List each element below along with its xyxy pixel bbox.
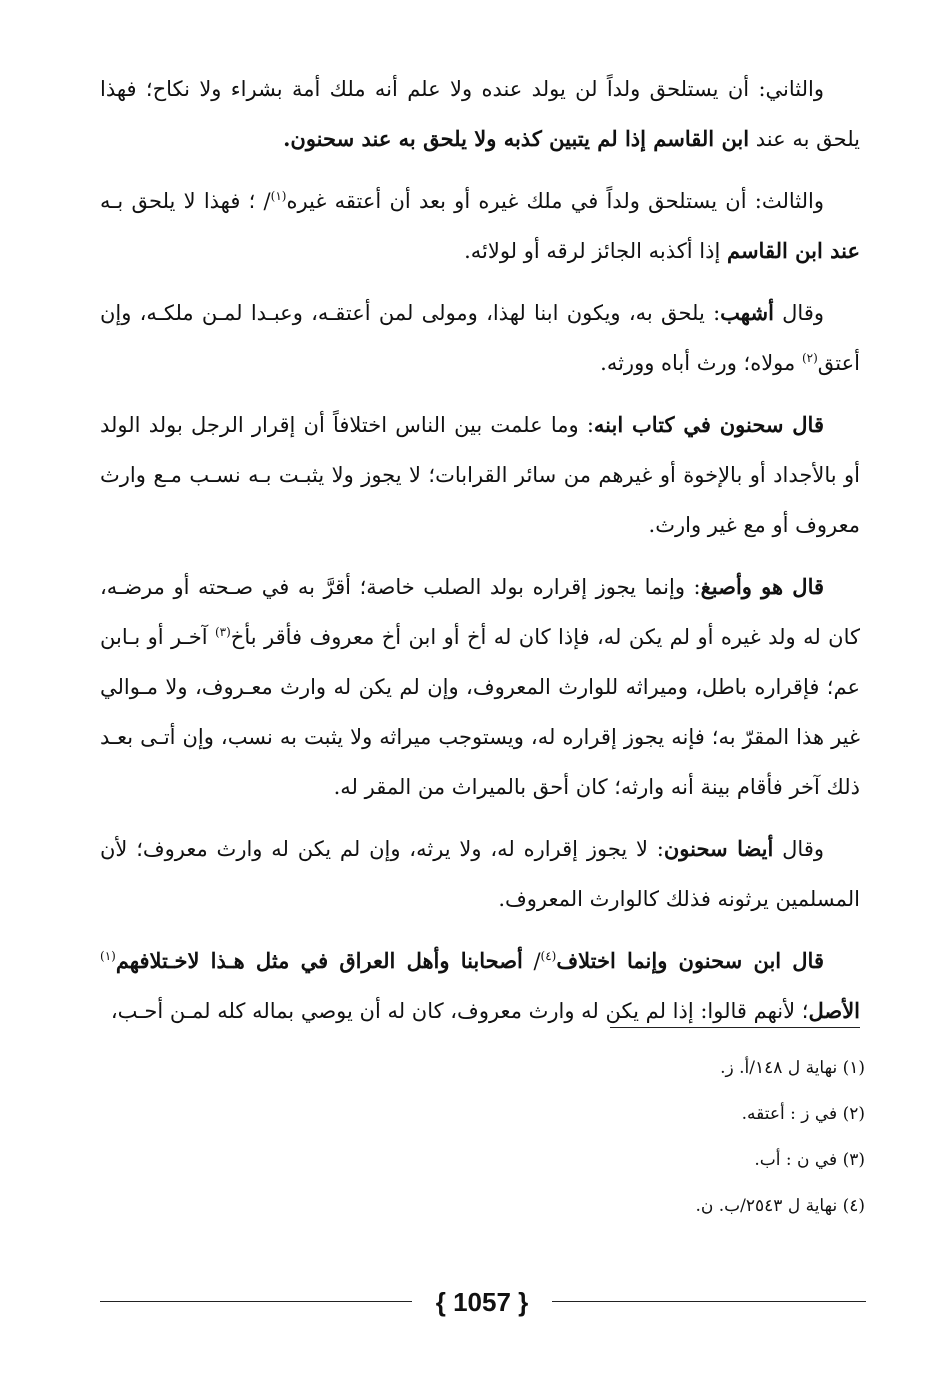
bold-text: ابن القاسم إذا لم يتبين كذبه ولا يلحق به عند سحنون. — [283, 126, 750, 151]
text-run: : وما علمت بين الناس اختلافاً أن إقرار الرجل بولد الولد أو بالأجداد أو بالإخوة أو غيرهم من سائر القرابات؛ لا يجوز ولا يثبـت بـه نسـب مـع وارث معروف أو مع غير وارث. — [100, 413, 860, 537]
text-run: والثالث: أن يستلحق ولداً في ملك غيره أو بعد أن أعتقه غيره — [286, 189, 824, 213]
text-run: مولاه؛ ورث أباه وورثه. — [600, 351, 802, 375]
footnote: (٤) نهاية ل ٢٥٤٣/ب. ن. — [695, 1196, 865, 1216]
text-run: وقال — [773, 301, 825, 325]
paragraph — [100, 936, 860, 1036]
bold-text: قال ابن سحنون وإنما اختلاف — [556, 948, 824, 973]
text-run: ؛ لأنهم قالوا: إذا لم يكن له وارث معروف، كان له أن يوصي بماله كله لمـن أحـب، — [110, 999, 809, 1023]
footnote: (٢) في ز : أعتقه. — [741, 1104, 865, 1124]
paragraph — [100, 562, 860, 812]
page-number-value: 1057 — [453, 1287, 511, 1317]
paragraph — [100, 288, 860, 388]
main-text — [100, 64, 860, 1048]
paragraph — [100, 176, 860, 276]
text-run: / — [522, 949, 541, 973]
bold-text: الأصل — [808, 998, 860, 1023]
bold-text: قال هو وأصبغ — [700, 574, 825, 599]
text-run: : لا يجوز إقراره له، ولا يرثه، وإن لم يكن له وارث معروف؛ لأن المسلمين يرثونه فذلك كالوارث المعروف. — [100, 837, 860, 911]
footnote-marker: (٤) — [540, 949, 557, 963]
bold-text: عند ابن القاسم — [726, 238, 860, 263]
bold-text: أشهب — [720, 300, 774, 325]
page-footer — [100, 1282, 866, 1322]
text-run: : يلحق به، ويكون ابنا لهذا، ومولى لمن أعتقـه، وعبـدا لمـن ملكـه، وإن أعتق — [100, 301, 860, 375]
page-number: { 1057 } — [435, 1287, 529, 1317]
bold-text: قال سحنون في كتاب ابنه — [593, 412, 824, 437]
footnotes — [300, 1052, 865, 1236]
footnote: (٣) في ن : أب. — [754, 1150, 865, 1170]
footnote-marker: (١) — [100, 949, 116, 963]
text-run: آخـر أو بـابن عم؛ فإقراره باطل، وميراثه للوارث المعروف، وإن لم يكن له وارث معـروف، ولا مـوالي غير هذا المقرّ به؛ فإنه يجوز إقراره له، ويستوجب ميراثه ولا يثبت به نسب، وإن أتـى بعـد ذلك آخر فأقام بينة أنه وارثه؛ كان أحق بالميراث من المقر له. — [100, 625, 860, 799]
paragraph — [100, 64, 860, 164]
footnote-marker: (٢) — [801, 351, 818, 365]
bold-text: أصحابنا وأهل العراق في مثل هـذا لاخـتلافهم — [115, 948, 523, 973]
text-run: / ؛ فهذا لا يلحق بـه — [100, 189, 271, 213]
bold-text: أيضا سحنون — [663, 836, 774, 861]
footer-rule-left — [100, 1301, 412, 1302]
footer-rule-right — [552, 1301, 866, 1302]
text-run: إذا أكذبه الجائز لرقه أو لولائه. — [464, 239, 727, 263]
text-run: وقال — [773, 837, 825, 861]
footnote-separator — [610, 1027, 860, 1028]
footnote: (١) نهاية ل ١٤٨/أ. ز. — [720, 1058, 865, 1078]
footnote-marker: (١) — [270, 189, 287, 203]
footnote-marker: (٣) — [214, 625, 231, 639]
text-run: : وإنما يجوز إقراره بولد الصلب خاصة؛ أقرَّ به في صـحته أو مرضـه، كان له ولد غيره أو لم يكن له، فإذا كان له أخ أو ابن أخ معروف فأقر بأخ — [100, 575, 860, 649]
text-run: والثاني: أن يستلحق ولداً لن يولد عنده ولا علم أنه ملك أمة بشراء ولا نكاح؛ فهذا يلحق به عند — [100, 77, 860, 151]
paragraph — [100, 400, 860, 550]
paragraph — [100, 824, 860, 924]
